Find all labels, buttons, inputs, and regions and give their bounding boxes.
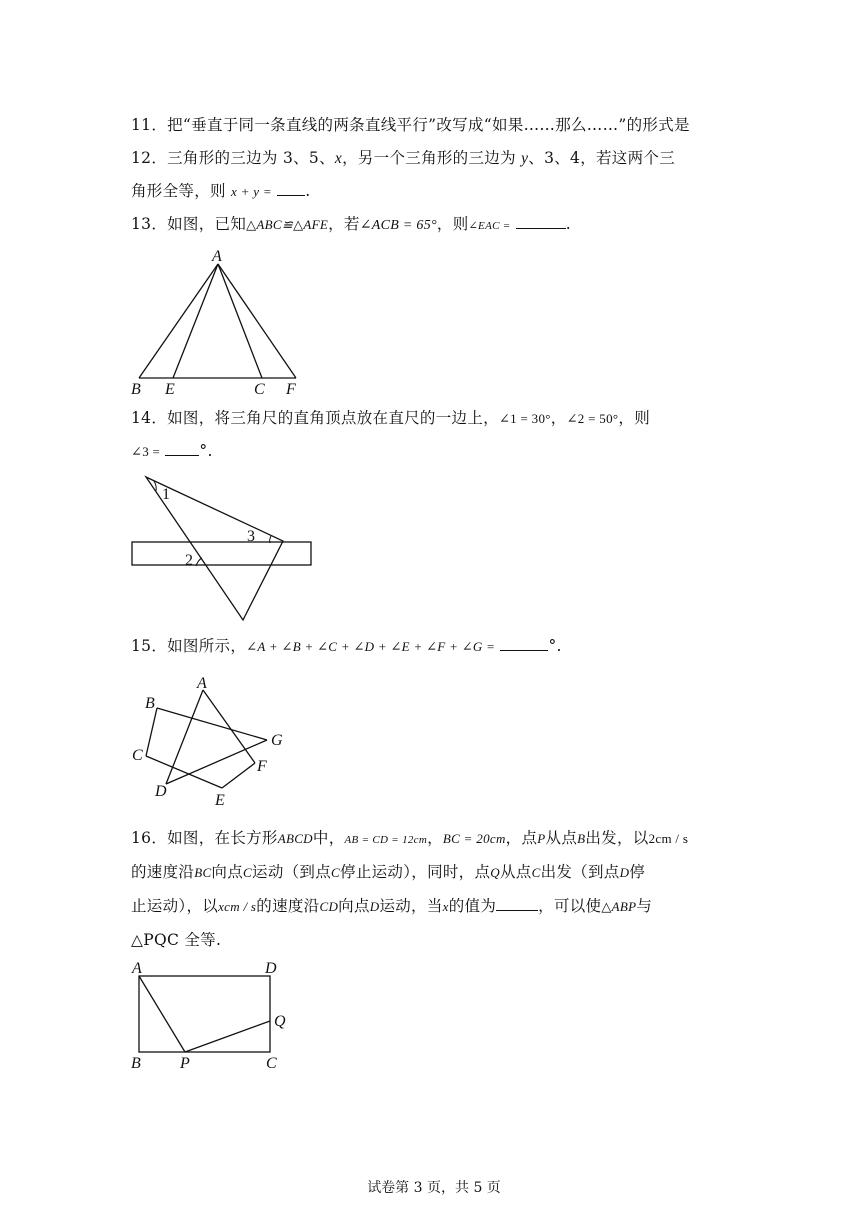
q15-text-1: 15．如图所示，	[131, 637, 247, 655]
q16-var: D	[619, 865, 630, 880]
fig14-ruler	[132, 542, 311, 565]
q16-text: △PQC 全等.	[131, 931, 222, 949]
q16-text: 向点	[338, 897, 370, 915]
q16-text: 与	[636, 897, 653, 915]
q13-text-1: 13．如图，已知	[131, 215, 247, 233]
q12-text-2: ，另一个三角形的三边为	[342, 149, 522, 167]
q16-triangle-abp: △ABP	[601, 899, 637, 914]
fig14-angle2-arc	[196, 558, 202, 566]
question-13	[131, 213, 571, 237]
q16-var: Q	[490, 865, 500, 880]
q16-text: 的速度沿	[131, 863, 195, 881]
fig13-lines	[139, 264, 296, 378]
q16-length-bc: BC = 20cm	[442, 831, 506, 846]
fig15-label-b: B	[145, 695, 155, 712]
q16-text: 止运动），以	[131, 897, 219, 915]
q16-var: x	[442, 899, 449, 914]
question-15	[131, 635, 562, 658]
q16-var: C	[531, 865, 541, 880]
q12-answer-blank[interactable]	[277, 181, 305, 196]
q16-var: BC	[194, 865, 212, 880]
fig15-label-e: E	[215, 792, 225, 809]
fig15-label-a: A	[197, 675, 207, 692]
fig13-label-b: B	[131, 381, 141, 398]
q16-speed-q: xcm / s	[218, 899, 257, 914]
question-14-line2	[131, 440, 213, 463]
question-12-line1	[131, 147, 675, 170]
question-14-line1	[131, 407, 650, 430]
q16-text: ，	[427, 829, 443, 847]
fig16-seg-ap	[139, 976, 185, 1052]
fig13-label-e: E	[165, 381, 175, 398]
q16-text: ，可以使	[538, 897, 602, 915]
q12-var-x: x	[334, 150, 343, 167]
q16-text: ，点	[505, 829, 538, 847]
q16-text: 出发（到点	[540, 863, 620, 881]
fig15-lines	[146, 690, 267, 788]
q16-length-ab: AB = CD = 12cm	[344, 834, 428, 846]
q13-given-angle: ∠ACB = 65°	[359, 218, 437, 233]
q16-text: 中，	[312, 829, 345, 847]
q16-text: 停止运动），同时，点	[340, 863, 491, 881]
fig15-seg-dg	[166, 740, 267, 784]
q14-degree-end: °.	[199, 442, 213, 460]
q14-angle-3: ∠3 =	[131, 444, 161, 459]
q13-asked-angle: ∠EAC =	[468, 220, 511, 232]
q16-text: 的速度沿	[256, 897, 320, 915]
q15-degree-end: °.	[548, 637, 562, 655]
fig15-seg-ad	[166, 690, 203, 784]
q16-var: B	[577, 831, 586, 846]
q16-text: 停	[629, 863, 646, 881]
fig14-angle3-arc	[270, 536, 271, 543]
q12-expression: x + y =	[231, 184, 272, 199]
fig14-label-2: 2	[185, 552, 193, 569]
q16-var: P	[537, 831, 546, 846]
fig15-label-d: D	[155, 783, 167, 800]
q16-text: 的值为	[448, 897, 497, 915]
fig14-label-3: 3	[247, 528, 255, 545]
fig13-label-c: C	[254, 381, 265, 398]
fig15-seg-ce	[146, 756, 222, 788]
fig13-side-ab	[139, 264, 218, 378]
q16-var: D	[369, 899, 380, 914]
question-16-line2	[131, 861, 645, 884]
q12-text-1: 12．三角形的三边为 3、5、	[131, 149, 335, 167]
fig16-seg-pq	[185, 1021, 270, 1052]
fig13-side-ac	[218, 264, 262, 378]
q12-var-y: y	[521, 150, 529, 167]
fig15-seg-ef	[222, 763, 255, 788]
q16-speed-p: 2cm / s	[648, 831, 689, 846]
q13-congruence: △ABC≌△AFE	[246, 217, 329, 232]
q16-answer-blank[interactable]	[496, 896, 538, 911]
q14-separator: ，	[550, 409, 567, 427]
q13-period: .	[565, 215, 571, 233]
question-12-line2	[131, 180, 310, 203]
q13-answer-blank[interactable]	[516, 214, 566, 229]
fig16-label-d: D	[265, 960, 277, 977]
question-11	[131, 114, 690, 136]
fig14-set-square	[146, 477, 283, 620]
question-16-line1	[131, 827, 688, 851]
q16-var: ABCD	[277, 831, 313, 846]
fig16-rectangle	[139, 976, 270, 1052]
fig15-label-g: G	[271, 732, 283, 749]
q12-text-3: 、3、4，若这两个三	[528, 149, 676, 167]
q14-angle-1: ∠1 = 30°	[498, 411, 551, 426]
fig16-label-q: Q	[274, 1013, 286, 1030]
fig16-label-c: C	[266, 1055, 277, 1072]
q11-text: 11．把“垂直于同一条直线的两条直线平行”改写成“如果……那么……”的形式是	[131, 116, 690, 134]
q13-text-3: ，则	[436, 215, 469, 233]
q15-expression: ∠A + ∠B + ∠C + ∠D + ∠E + ∠F + ∠G =	[246, 639, 496, 654]
fig16-lines	[139, 976, 270, 1052]
fig16-label-b: B	[131, 1055, 141, 1072]
fig16-label-a: A	[132, 960, 142, 977]
fig13-side-af	[218, 264, 296, 378]
q15-answer-blank[interactable]	[500, 636, 548, 651]
q16-var: C	[243, 865, 253, 880]
fig13-label-f: F	[286, 381, 296, 398]
fig15-seg-fa	[203, 690, 255, 763]
q14-text-2: ，则	[618, 409, 651, 427]
fig16-label-p: P	[180, 1055, 190, 1072]
q16-text: 运动，当	[379, 897, 443, 915]
q16-var: CD	[319, 899, 339, 914]
fig14-angle1-arc	[154, 481, 156, 491]
q16-text: 运动（到点	[252, 863, 332, 881]
fig15-label-f: F	[257, 758, 267, 775]
fig15-seg-bg	[157, 708, 267, 740]
fig15-seg-bc	[146, 708, 157, 756]
q16-var: C	[331, 865, 341, 880]
q14-answer-blank[interactable]	[165, 441, 199, 456]
q16-text: 向点	[211, 863, 244, 881]
q16-text: 16．如图，在长方形	[131, 829, 278, 847]
q12-period: .	[305, 182, 311, 200]
question-16-line4	[131, 929, 221, 951]
q13-text-2: ，若	[328, 215, 360, 233]
q14-angle-2: ∠2 = 50°	[566, 411, 619, 426]
page-footer: 试卷第 3 页，共 5 页	[367, 1180, 501, 1196]
q16-text: 从点	[499, 863, 532, 881]
fig14-label-1: 1	[162, 486, 170, 503]
q12-text-4: 角形全等，则	[131, 182, 232, 200]
q14-text-1: 14．如图，将三角尺的直角顶点放在直尺的一边上，	[131, 409, 499, 427]
fig13-side-ae	[173, 264, 218, 378]
fig15-label-c: C	[132, 747, 143, 764]
fig13-label-a: A	[212, 248, 222, 265]
question-16-line3	[131, 895, 652, 918]
q16-text: 出发，以	[585, 829, 649, 847]
q16-text: 从点	[545, 829, 578, 847]
